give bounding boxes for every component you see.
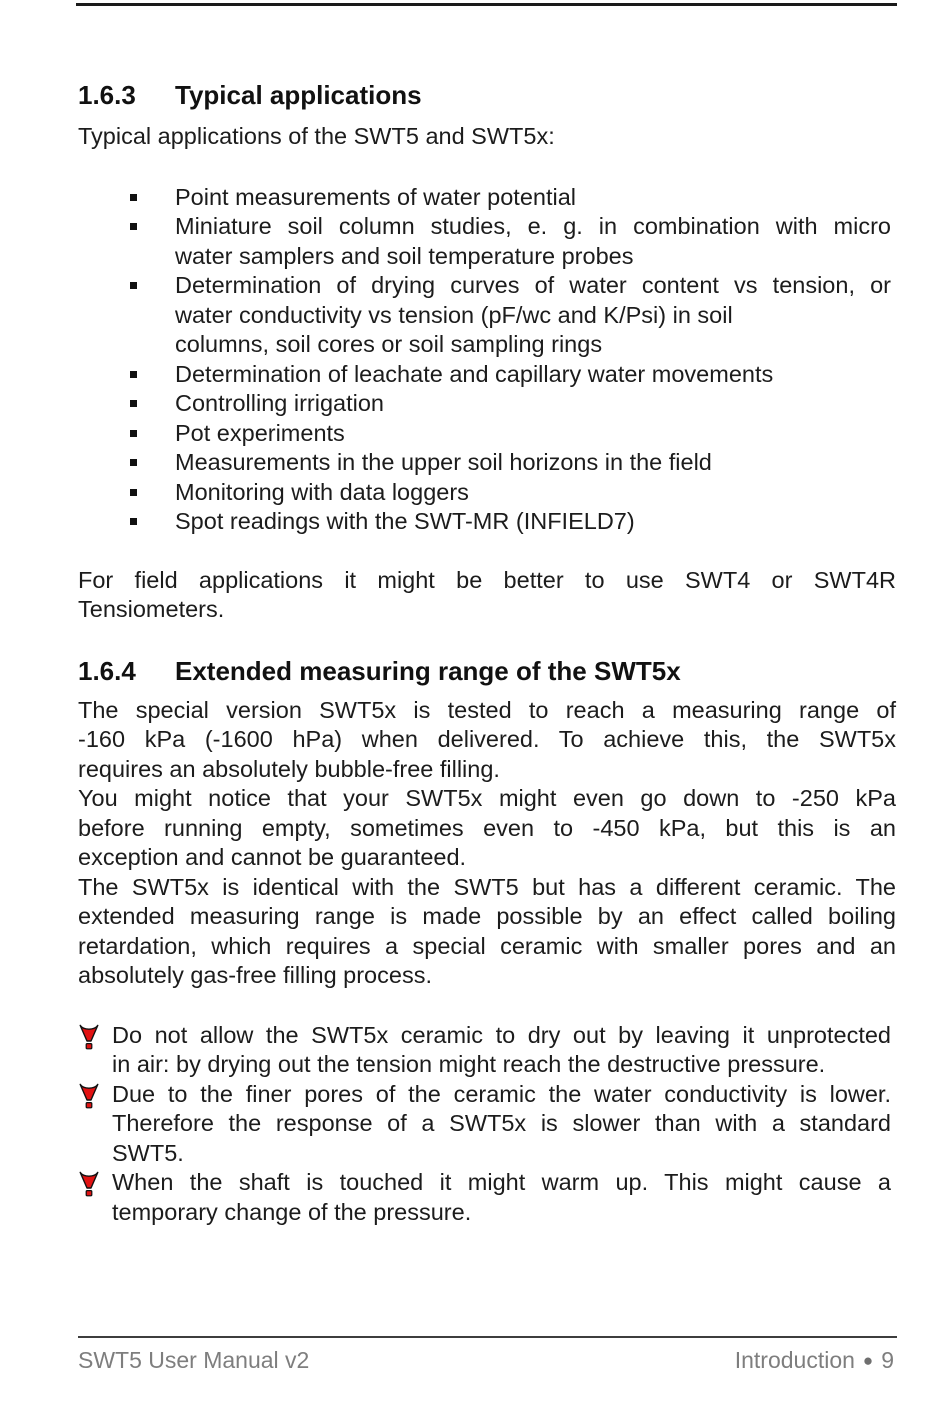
footer-chapter-label: Introduction (734, 1347, 855, 1373)
warning-item (78, 1021, 896, 1080)
warning-item (78, 1168, 896, 1227)
text-line: Measurements in the upper soil horizons in the field (175, 449, 712, 475)
list-item-text (175, 389, 891, 419)
page-content (78, 0, 896, 1227)
warning-item (78, 1080, 896, 1169)
list-item (78, 271, 896, 360)
bullet-square-icon (130, 282, 137, 289)
list-item (78, 212, 896, 271)
list-item-text (175, 448, 891, 478)
list-item (78, 183, 896, 213)
text-line: Do not allow the SWT5x ceramic to dry out by leaving it unprotected (112, 1021, 891, 1048)
list-item (78, 360, 896, 390)
text-line: Spot readings with the SWT-MR (INFIELD7) (175, 508, 635, 534)
section-heading-163 (78, 80, 896, 111)
warning-text (112, 1021, 891, 1080)
text-line: Monitoring with data loggers (175, 478, 469, 505)
warning-exclamation-icon (79, 1024, 99, 1050)
applications-list (78, 183, 896, 537)
bullet-square-icon (130, 489, 137, 496)
text-line: water conductivity vs tension (pF/wc and K/Psi) in soil (175, 301, 733, 328)
text-line: Therefore the response of a SWT5x is slower than with a standard (112, 1110, 891, 1136)
list-item-text (175, 212, 891, 271)
list-item-text (175, 183, 891, 213)
text-line: exception and cannot be guaranteed. (78, 844, 467, 870)
bullet-square-icon (130, 194, 137, 201)
text-line: -160 kPa (-1600 hPa) when delivered. To achieve this, the SWT5x (78, 726, 896, 752)
text-line: Tensiometers. (78, 596, 225, 622)
list-item-text (175, 419, 891, 449)
list-item (78, 419, 896, 449)
paragraph (78, 784, 896, 873)
bullet-square-icon (130, 371, 137, 378)
text-line: The special version SWT5x is tested to reach a measuring range of (78, 696, 896, 723)
text-line: requires an absolutely bubble-free filling. (78, 755, 500, 782)
text-line: Due to the finer pores of the ceramic the water conductivity is lower. (112, 1080, 891, 1107)
section-164-paragraphs (78, 696, 896, 991)
footer-rule (78, 1336, 897, 1338)
text-line: in air: by drying out the tension might reach the destructive pressure. (112, 1051, 826, 1077)
list-item-text (175, 507, 891, 537)
text-line: Determination of leachate and capillary water movements (175, 360, 774, 387)
list-item (78, 448, 896, 478)
warnings-list (78, 1021, 896, 1228)
text-line: extended measuring range is made possible by an effect called boiling (78, 903, 896, 929)
bullet-square-icon (130, 459, 137, 466)
footer-manual-title: SWT5 User Manual v2 (78, 1347, 310, 1373)
text-line: Miniature soil column studies, e. g. in combination with micro (175, 213, 891, 239)
paragraph (78, 696, 896, 785)
text-line: temporary change of the pressure. (112, 1198, 472, 1225)
text-line: water samplers and soil temperature probes (175, 242, 634, 269)
list-item (78, 507, 896, 537)
closing-paragraph (78, 566, 896, 625)
section-heading-164 (78, 656, 896, 687)
footer-page-number: 9 (881, 1347, 894, 1373)
section-number: 1.6.4 (78, 655, 136, 686)
list-item (78, 478, 896, 508)
text-line: columns, soil cores or soil sampling rings (175, 331, 603, 357)
text-line: When the shaft is touched it might warm up. This might cause a (112, 1169, 891, 1195)
text-line: The SWT5x is identical with the SWT5 but has a different ceramic. The (78, 873, 896, 900)
bullet-square-icon (130, 400, 137, 407)
list-item (78, 389, 896, 419)
bullet-square-icon (130, 518, 137, 525)
text-line: You might notice that your SWT5x might even go down to -250 kPa (78, 785, 896, 811)
text-line: before running empty, sometimes even to -450 kPa, but this is an (78, 814, 896, 841)
warning-exclamation-icon (79, 1083, 99, 1109)
paragraph (78, 873, 896, 991)
section-title: Typical applications (175, 80, 422, 110)
intro-paragraph: Typical applications of the SWT5 and SWT5x: (78, 123, 555, 149)
warning-text (112, 1080, 891, 1169)
warning-text (112, 1168, 891, 1227)
text-line: SWT5. (112, 1139, 184, 1166)
list-item-text (175, 271, 891, 360)
text-line: retardation, which requires a special ceramic with smaller pores and an (78, 932, 896, 959)
text-line: For field applications it might be better to use SWT4 or SWT4R (78, 566, 896, 593)
list-item-text (175, 360, 891, 390)
warning-exclamation-icon (79, 1171, 99, 1197)
text-line: Controlling irrigation (175, 390, 384, 416)
page-footer (78, 1346, 894, 1374)
bullet-square-icon (130, 223, 137, 230)
text-line: Point measurements of water potential (175, 183, 577, 210)
text-line: Determination of drying curves of water content vs tension, or (175, 272, 891, 298)
footer-dot-icon: ● (862, 1350, 874, 1370)
bullet-square-icon (130, 430, 137, 437)
text-line: Pot experiments (175, 419, 345, 446)
text-line: absolutely gas-free filling process. (78, 962, 432, 988)
footer-chapter-page (735, 1346, 894, 1374)
list-item-text (175, 478, 891, 508)
section-number: 1.6.3 (78, 80, 136, 110)
section-title: Extended measuring range of the SWT5x (175, 655, 681, 686)
